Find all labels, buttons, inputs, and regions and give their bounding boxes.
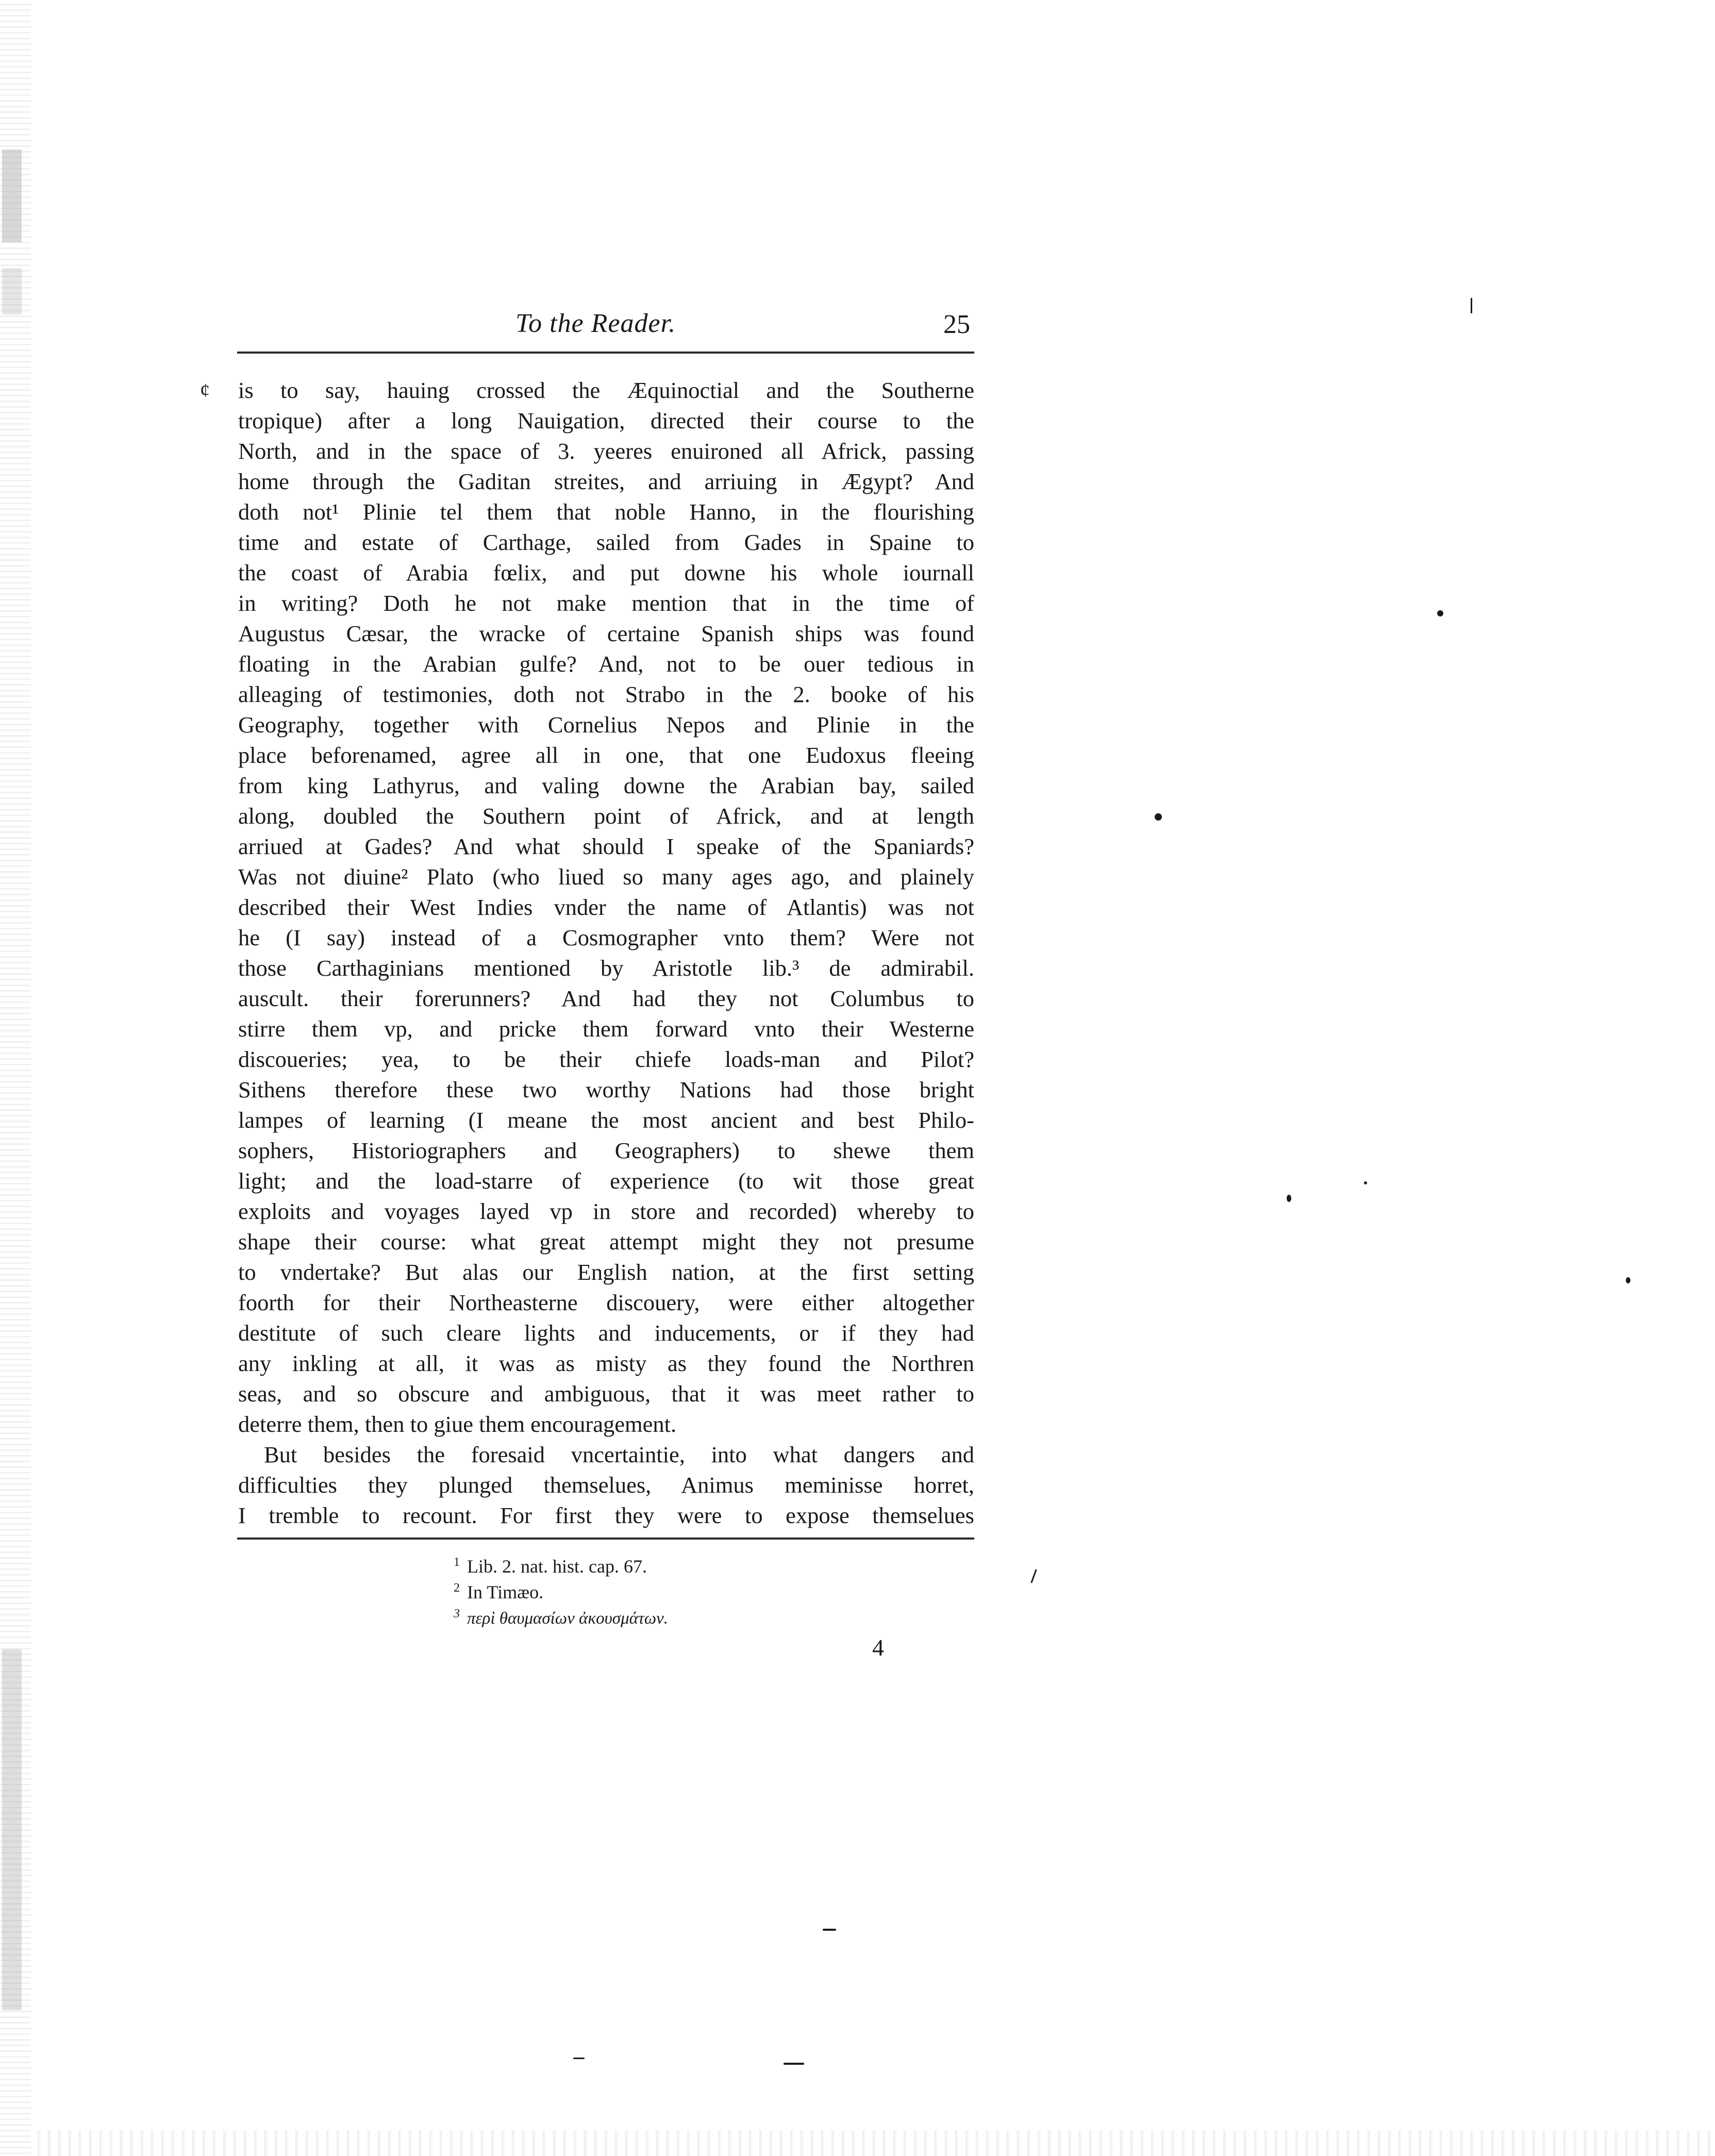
body-text: [238, 375, 974, 1531]
text-line: to vndertake? But alas our English nation, at the first setting: [238, 1259, 974, 1285]
footnote: [454, 1549, 918, 1575]
text-line: alleaging of testimonies, doth not Strabo in the 2. booke of his: [238, 681, 974, 707]
text-line: deterre them, then to giue them encouragement.: [238, 1411, 677, 1437]
text-line: North, and in the space of 3. yeeres enuironed all Africk, passing: [238, 438, 974, 464]
footnote: [454, 1601, 918, 1627]
scan-edge-left: [0, 0, 31, 2156]
text-line: described their West Indies vnder the name of Atlantis) was not: [238, 894, 974, 920]
text-line: from king Lathyrus, and valing downe the Arabian bay, sailed: [238, 773, 974, 798]
text-line: is to say, hauing crossed the Æquinoctial and the Southerne: [238, 377, 974, 403]
margin-mark: ¢: [200, 380, 210, 402]
scan-edge-bottom: [31, 2130, 1715, 2156]
ink-speck: [823, 1929, 836, 1931]
text-line: destitute of such cleare lights and inducements, or if they had: [238, 1320, 974, 1346]
text-line: Geography, together with Cornelius Nepos and Plinie in the: [238, 712, 974, 738]
text-line: stirre them vp, and pricke them forward vnto their Westerne: [238, 1016, 974, 1042]
text-line: foorth for their Northeasterne discouery, were either altogether: [238, 1290, 974, 1315]
ink-speck: [784, 2063, 804, 2065]
footnote-mark: 3: [454, 1607, 460, 1620]
footnote-text: Lib. 2. nat. hist. cap. 67.: [467, 1556, 647, 1577]
text-line: auscult. their forerunners? And had they not Columbus to: [238, 985, 974, 1011]
text-line: lampes of learning (I meane the most ancient and best Philo-: [238, 1107, 974, 1133]
text-line: place beforenamed, agree all in one, that one Eudoxus fleeing: [238, 742, 974, 768]
scan-bar: [2, 149, 22, 242]
text-line: arriued at Gades? And what should I speake of the Spaniards?: [238, 833, 974, 859]
text-line: discoueries; yea, to be their chiefe loads-man and Pilot?: [238, 1046, 974, 1072]
footnotes: [454, 1549, 918, 1627]
text-line: seas, and so obscure and ambiguous, that it was meet rather to: [238, 1381, 974, 1407]
ink-speck: [1364, 1181, 1367, 1184]
ink-speck: [1030, 1569, 1037, 1583]
scan-bar: [2, 1649, 22, 2010]
text-line: But besides the foresaid vncertaintie, into what dangers and: [264, 1442, 974, 1467]
footnote-text: περὶ θαυμασίων ἀκουσμάτων.: [467, 1609, 668, 1628]
text-line: any inkling at all, it was as misty as they found the Northren: [238, 1350, 974, 1376]
text-line: the coast of Arabia fœlix, and put downe his whole iournall: [238, 560, 974, 586]
text-line: light; and the load-starre of experience (to wit those great: [238, 1168, 974, 1194]
ink-speck: [573, 2058, 585, 2059]
text-line: in writing? Doth he not make mention that in the time of: [238, 590, 974, 616]
text-line: tropique) after a long Nauigation, directed their course to the: [238, 408, 974, 433]
text-line: exploits and voyages layed vp in store and recorded) whereby to: [238, 1198, 974, 1224]
footnote-mark: 2: [454, 1581, 460, 1595]
ink-speck: [1437, 610, 1443, 616]
footnote-text: In Timæo.: [467, 1582, 544, 1602]
footnote-mark: 1: [454, 1556, 460, 1569]
running-title: To the Reader.: [515, 309, 676, 338]
ink-speck: [1471, 298, 1472, 313]
text-line: Augustus Cæsar, the wracke of certaine Spanish ships was found: [238, 621, 974, 646]
text-line: I tremble to recount. For first they were to expose themselues: [238, 1502, 974, 1528]
text-line: Sithens therefore these two worthy Nations had those bright: [238, 1077, 974, 1102]
page-header: [237, 308, 979, 349]
text-line: sophers, Historiographers and Geographers) to shewe them: [238, 1138, 974, 1163]
footnote: [454, 1575, 918, 1601]
header-rule: [237, 352, 974, 354]
scan-bar: [2, 268, 22, 314]
text-line: time and estate of Carthage, sailed from Gades in Spaine to: [238, 529, 974, 555]
text-line: Was not diuine² Plato (who liued so many ages ago, and plainely: [238, 864, 974, 890]
text-line: difficulties they plunged themselues, Animus meminisse horret,: [238, 1472, 974, 1498]
text-line: those Carthaginians mentioned by Aristotle lib.³ de admirabil.: [238, 955, 974, 981]
ink-speck: [1626, 1277, 1630, 1283]
text-line: he (I say) instead of a Cosmographer vnto them? Were not: [238, 925, 974, 950]
text-line: home through the Gaditan streites, and arriuing in Ægypt? And: [238, 469, 974, 494]
ink-speck: [1155, 813, 1162, 821]
text-line: along, doubled the Southern point of Africk, and at length: [238, 803, 974, 829]
text-line: shape their course: what great attempt might they not presume: [238, 1229, 974, 1255]
signature-mark: 4: [872, 1634, 884, 1661]
text-line: floating in the Arabian gulfe? And, not to be ouer tedious in: [238, 651, 974, 677]
text-line: doth not¹ Plinie tel them that noble Hanno, in the flourishing: [238, 499, 974, 525]
footnote-rule: [237, 1537, 974, 1540]
ink-speck: [1287, 1195, 1291, 1202]
page-number: 25: [943, 310, 970, 339]
